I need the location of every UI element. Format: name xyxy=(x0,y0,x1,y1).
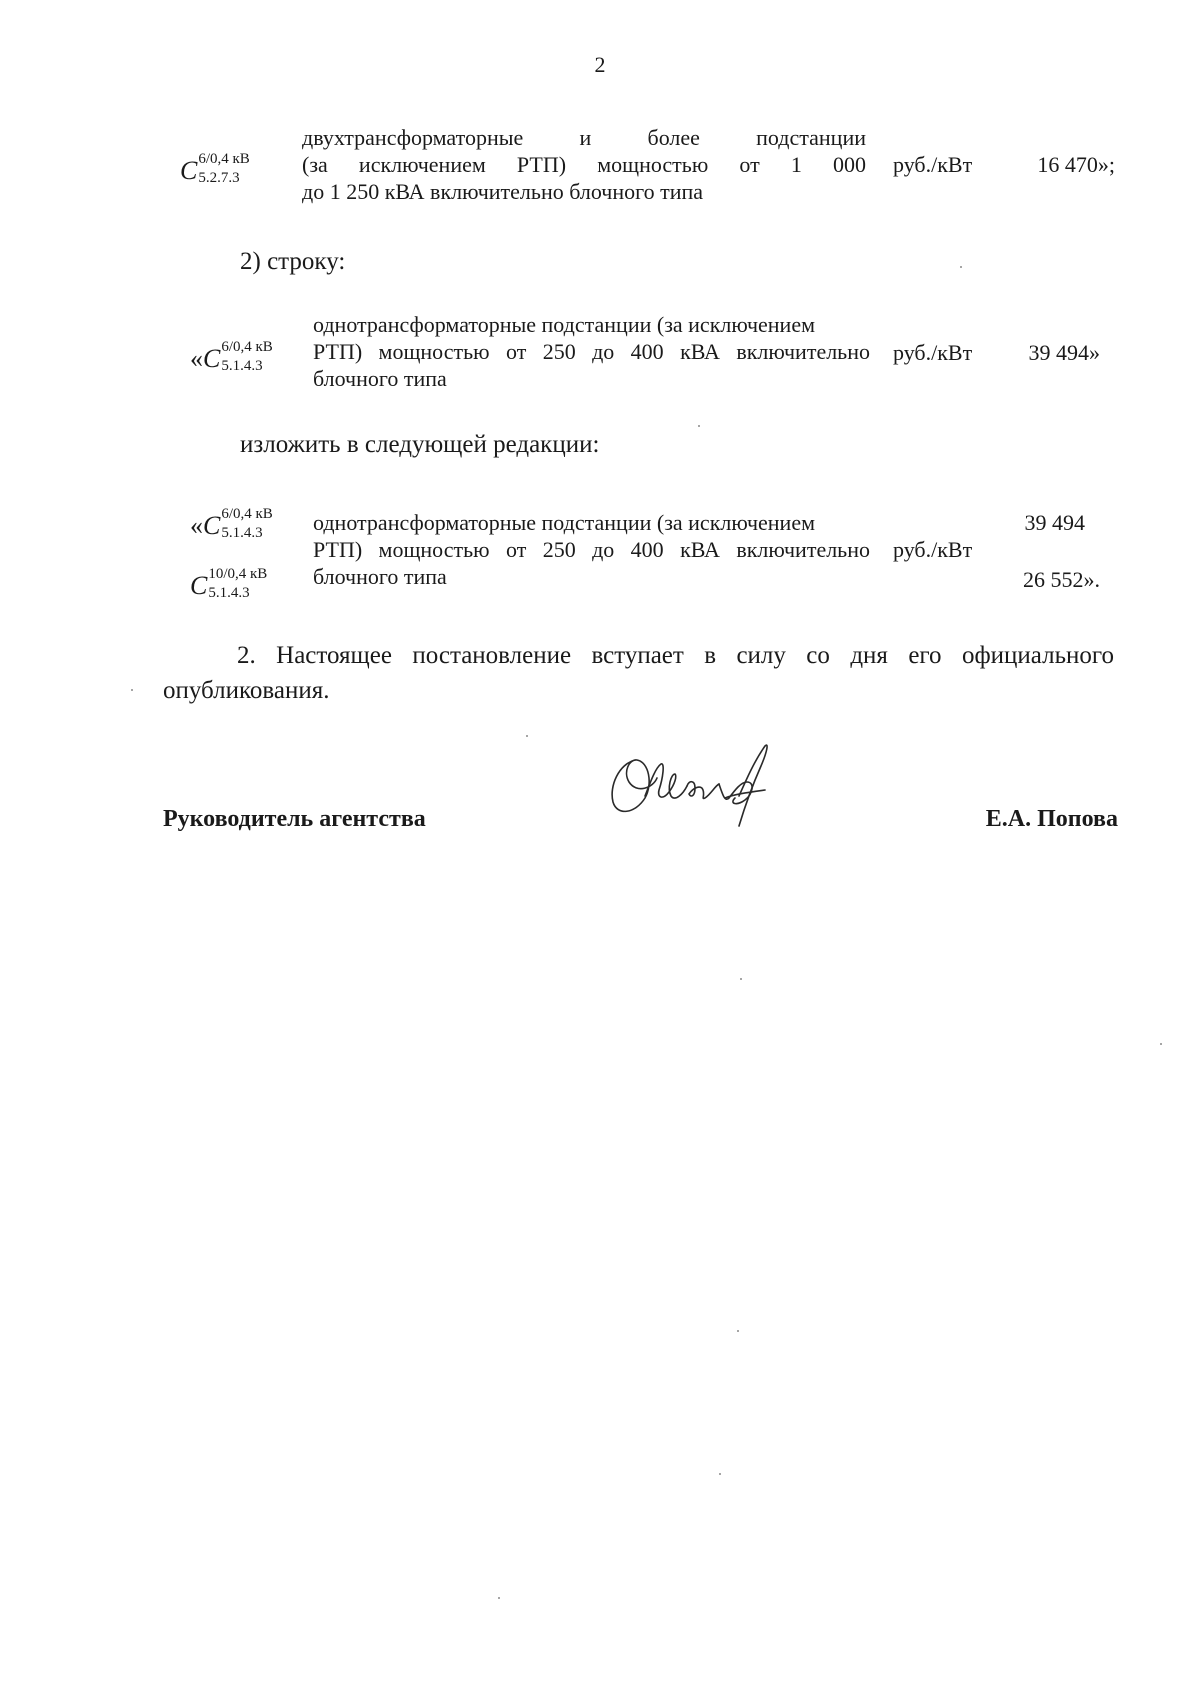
unit-label: руб./кВт xyxy=(893,340,973,365)
edition-heading: изложить в следующей редакции: xyxy=(240,431,600,458)
signatory-name: Е.А. Попова xyxy=(985,806,1118,832)
code-index: 5.1.4.3 xyxy=(208,585,250,601)
scan-speck xyxy=(1160,1043,1162,1045)
code-letter: C xyxy=(203,344,221,373)
description-line: (за исключением РТП) мощностью от 1 000 xyxy=(302,152,866,177)
scan-speck xyxy=(960,266,962,268)
description-line: до 1 250 кВА включительно блочного типа xyxy=(302,179,704,204)
description-line: блочного типа xyxy=(313,366,447,391)
tariff-code-5-1-4-3 xyxy=(190,339,273,378)
code-index: 5.2.7.3 xyxy=(198,170,240,186)
page-number: 2 xyxy=(594,52,606,77)
description-line: двухтрансформаторные и более подстанции xyxy=(302,125,866,150)
unit-label: руб./кВт xyxy=(893,537,973,562)
row-description xyxy=(302,124,866,205)
tariff-code-5-2-7-3 xyxy=(180,151,250,190)
handwritten-signature xyxy=(605,738,775,830)
row-description xyxy=(313,311,870,392)
code-letter: C xyxy=(190,571,208,600)
tariff-value-6kv: 39 494 xyxy=(1024,510,1085,535)
scan-speck xyxy=(737,1330,739,1332)
code-voltage: 6/0,4 кВ xyxy=(221,506,273,522)
open-quote: « xyxy=(190,344,203,373)
description-line: РТП) мощностью от 250 до 400 кВА включительно xyxy=(313,537,870,562)
code-index: 5.1.4.3 xyxy=(221,525,263,541)
scan-speck xyxy=(719,1473,721,1475)
row-description xyxy=(313,509,870,590)
code-voltage: 6/0,4 кВ xyxy=(198,151,250,167)
code-letter: C xyxy=(203,511,221,540)
scan-speck xyxy=(698,425,700,427)
scan-speck xyxy=(526,735,528,737)
tariff-code-6kv xyxy=(190,506,273,545)
code-voltage: 10/0,4 кВ xyxy=(208,566,268,582)
tariff-code-10kv xyxy=(190,566,268,605)
unit-label: руб./кВт xyxy=(893,152,973,177)
scan-speck xyxy=(740,978,742,980)
tariff-value: 16 470»; xyxy=(1037,152,1115,177)
signatory-position: Руководитель агентства xyxy=(163,806,426,832)
tariff-value: 39 494» xyxy=(1028,340,1100,365)
description-line: блочного типа xyxy=(313,564,447,589)
clause-2-line: опубликования. xyxy=(163,677,330,704)
code-index: 5.1.4.3 xyxy=(221,358,263,374)
code-letter: C xyxy=(180,156,198,185)
tariff-value-10kv: 26 552». xyxy=(1023,567,1100,592)
description-line: однотрансформаторные подстанции (за исключением xyxy=(313,510,816,535)
clause-2-paragraph xyxy=(163,638,1114,708)
code-voltage: 6/0,4 кВ xyxy=(221,339,273,355)
description-line: РТП) мощностью от 250 до 400 кВА включительно xyxy=(313,339,870,364)
scan-speck xyxy=(131,689,133,691)
description-line: однотрансформаторные подстанции (за исключением xyxy=(313,312,816,337)
open-quote: « xyxy=(190,511,203,540)
clause-2-line: 2. Настоящее постановление вступает в силу со дня его официального xyxy=(237,642,1114,669)
subpoint-heading: 2) строку: xyxy=(240,248,346,275)
scan-speck xyxy=(498,1597,500,1599)
